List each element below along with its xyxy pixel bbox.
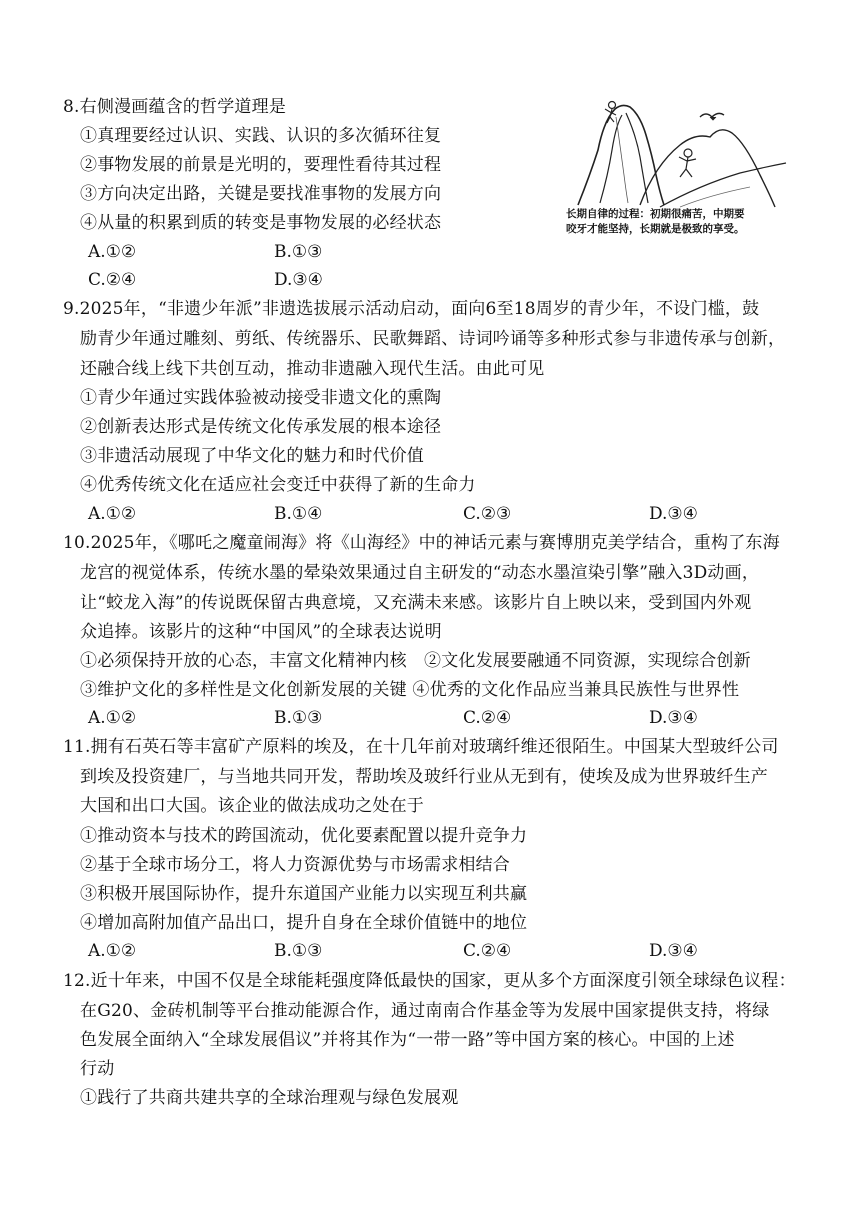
q9-item-2: ②创新表达形式是传统文化传承发展的根本途径 (80, 417, 442, 437)
q10-stem-line-4: 众追捧。该影片的这种“中国风”的全球表达说明 (80, 622, 442, 642)
q9-option-b: B.①④ (274, 504, 323, 524)
q12-stem-line-1: 12.近十年来，中国不仅是全球能耗强度降低最快的国家，更从多个方面深度引领全球绿色议程： (63, 971, 796, 991)
q8-item-1: ①真理要经过认识、实践、认识的多次循环往复 (80, 126, 442, 146)
q9-stem-line-1: 9.2025年，“非遗少年派”非遗选拔展示活动启动，面向6至18周岁的青少年，不设门槛，鼓 (63, 299, 760, 319)
q8-option-b: B.①③ (274, 242, 323, 262)
q10-items-line-2: ③维护文化的多样性是文化创新发展的关键 ④优秀的文化作品应当兼具民族性与世界性 (80, 680, 740, 700)
q8-option-a: A.①② (88, 242, 137, 262)
q10-stem-line-3: 让“蛟龙入海”的传说既保留古典意境，又充满未来感。该影片自上映以来，受到国内外观 (80, 593, 752, 613)
q8-item-2: ②事物发展的前景是光明的，要理性看待其过程 (80, 155, 442, 175)
q12-stem-line-2: 在G20、金砖机制等平台推动能源合作，通过南南合作基金等为发展中国家提供支持，将绿 (80, 1001, 770, 1021)
q11-stem-line-3: 大国和出口大国。该企业的做法成功之处在于 (80, 796, 424, 816)
q11-item-1: ①推动资本与技术的跨国流动，优化要素配置以提升竞争力 (80, 826, 528, 846)
q10-option-d: D.③④ (649, 708, 698, 728)
q10-stem-line-1: 10.2025年，《哪吒之魔童闹海》将《山海经》中的神话元素与赛博朋克美学结合，重构了东海 (63, 533, 780, 553)
q8-item-4: ④从量的积累到质的转变是事物发展的必经状态 (80, 213, 442, 233)
q9-option-a: A.①② (88, 504, 137, 524)
cartoon-caption-line-1: 长期自律的过程：初期很痛苦，中期要 (566, 208, 745, 220)
q11-stem-line-1: 11.拥有石英石等丰富矿产原料的埃及，在十几年前对玻璃纤维还很陌生。中国某大型玻纤公司 (63, 737, 779, 757)
q10-option-a: A.①② (88, 708, 137, 728)
q10-stem-line-2: 龙宫的视觉体系，传统水墨的晕染效果通过自主研发的“动态水墨渲染引擎”融入3D动画， (80, 563, 760, 583)
q11-option-d: D.③④ (649, 941, 698, 961)
q10-option-c: C.②④ (463, 708, 512, 728)
cartoon-caption (566, 207, 796, 237)
q10-items-line-1: ①必须保持开放的心态，丰富文化精神内核 ②文化发展要融通不同资源，实现综合创新 (80, 651, 751, 671)
q12-item-1: ①践行了共商共建共享的全球治理观与绿色发展观 (80, 1088, 459, 1108)
q9-stem-line-2: 励青少年通过雕刻、剪纸、传统器乐、民歌舞蹈、诗词吟诵等多种形式参与非遗传承与创新， (80, 329, 786, 349)
q9-item-3: ③非遗活动展现了中华文化的魅力和时代价值 (80, 446, 424, 466)
q12-stem-line-3: 色发展全面纳入“全球发展倡议”并将其作为“一带一路”等中国方案的核心。中国的上述 (80, 1030, 735, 1050)
q8-option-d: D.③④ (274, 270, 323, 290)
q11-item-3: ③积极开展国际协作，提升东道国产业能力以实现互利共赢 (80, 884, 528, 904)
q11-option-c: C.②④ (463, 941, 512, 961)
q11-option-b: B.①③ (274, 941, 323, 961)
q11-item-2: ②基于全球市场分工，将人力资源优势与市场需求相结合 (80, 855, 510, 875)
q9-option-c: C.②③ (463, 504, 512, 524)
q11-stem-line-2: 到埃及投资建厂，与当地共同开发，帮助埃及玻纤行业从无到有，使埃及成为世界玻纤生产 (80, 767, 768, 787)
q9-option-d: D.③④ (649, 504, 698, 524)
cartoon-caption-line-2: 咬牙才能坚持，长期就是极致的享受。 (566, 223, 745, 235)
q11-item-4: ④增加高附加值产品出口，提升自身在全球价值链中的地位 (80, 913, 528, 933)
q8-item-3: ③方向决定出路，关键是要找准事物的发展方向 (80, 184, 442, 204)
q8-stem: 8.右侧漫画蕴含的哲学道理是 (63, 97, 287, 117)
q9-stem-line-3: 还融合线上线下共创互动，推动非遗融入现代生活。由此可见 (80, 359, 545, 379)
q9-item-4: ④优秀传统文化在适应社会变迁中获得了新的生命力 (80, 475, 476, 495)
q12-stem-line-4: 行动 (80, 1059, 115, 1079)
q10-option-b: B.①③ (274, 708, 323, 728)
q8-option-c: C.②④ (88, 270, 137, 290)
q11-option-a: A.①② (88, 941, 137, 961)
q9-item-1: ①青少年通过实践体验被动接受非遗文化的熏陶 (80, 388, 442, 408)
